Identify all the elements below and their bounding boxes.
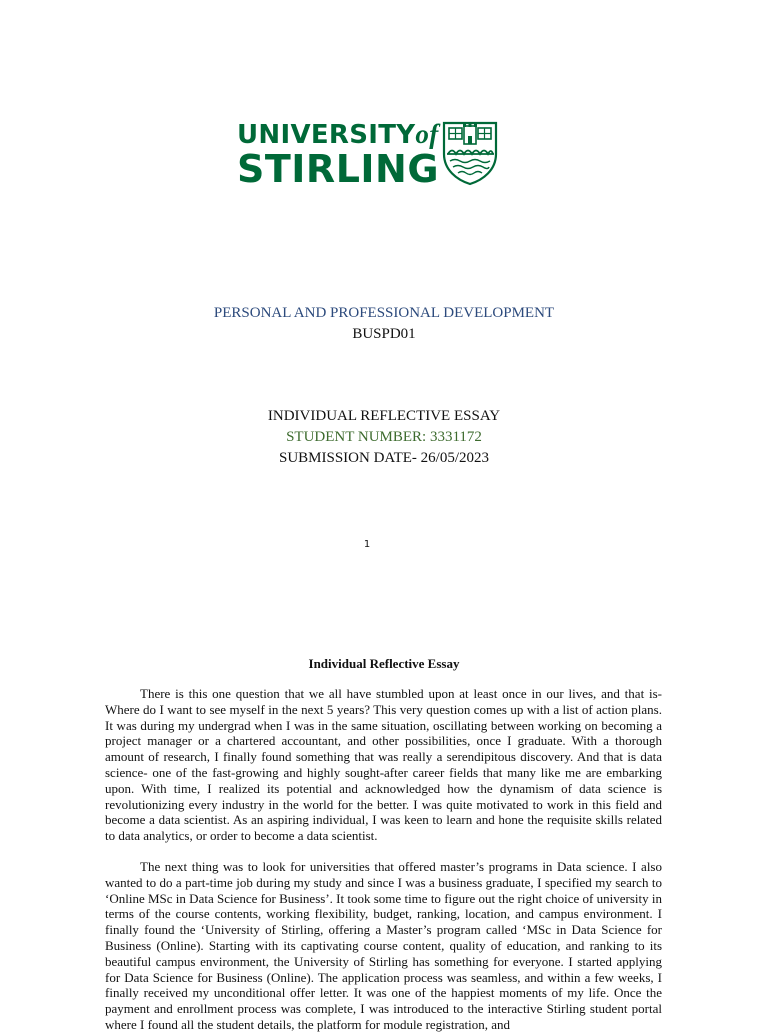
essay-heading: Individual Reflective Essay <box>308 656 460 671</box>
module-code: BUSPD01 <box>352 326 416 342</box>
module-name: PERSONAL AND PROFESSIONAL DEVELOPMENT <box>213 305 555 321</box>
submission-date: SUBMISSION DATE- 26/05/2023 <box>278 450 489 466</box>
logo-word-stirling: STIRLING <box>237 147 440 191</box>
student-number: STUDENT NUMBER: 3331172 <box>286 429 482 445</box>
university-crest-icon <box>441 120 499 186</box>
logo-word-university: UNIVERSITY <box>237 120 416 150</box>
essay-paragraph-1: There is this one question that we all have stumbled upon at least once in our lives, and that is- Where do I want to see myself in the next 5 years? This very question comes up with a list of action plans. It was during my undergrad when I was in the same situation, oscillating between working on becoming a project manager or a chartered accountant, and other possibilities, once I graduate. With a thorough amount of research, I finally found something that was really a serendipitous discovery. And that is data science- one of the fast-growing and highly sought-after career fields that many like me are embarking upon. With time, I realized its potential and acknowledged how the dynamism of data science is revolutionizing every industry in the world for the better. I was quite motivated to work in this field and become a data scientist. As an aspiring individual, I was keen to learn and hone the requisite skills related to data analytics, or order to become a data scientist. <box>105 686 662 844</box>
page-number: 1 <box>363 539 371 550</box>
logo-word-of: of <box>415 119 439 149</box>
essay-type: INDIVIDUAL REFLECTIVE ESSAY <box>267 408 501 424</box>
logo-line-university <box>237 121 439 148</box>
logo-wordmark <box>237 119 440 191</box>
essay-paragraph-2: The next thing was to look for universities that offered master’s programs in Data science. I also wanted to do a part-time job during my study and since I was a business graduate, I specified my search to ‘Online MSc in Data Science for Business’. It took some time to figure out the right choice of university in terms of the course contents, working flexibility, budget, ranking, location, and campus environment. I finally found the ‘University of Stirling, offering a Master’s program called ‘MSc in Data Science for Business (Online). Starting with its captivating course content, quality of education, and ranking to its beautiful campus environment, the University of Stirling has something for everyone. I started applying for Data Science for Business (Online). The application process was seamless, and within a few weeks, I finally received my unconditional offer letter. It was one of the happiest moments of my life. Once the payment and enrollment process was complete, I was introduced to the interactive Stirling student portal where I found all the student details, the platform for module registration, and <box>105 859 662 1032</box>
university-logo <box>237 119 440 191</box>
